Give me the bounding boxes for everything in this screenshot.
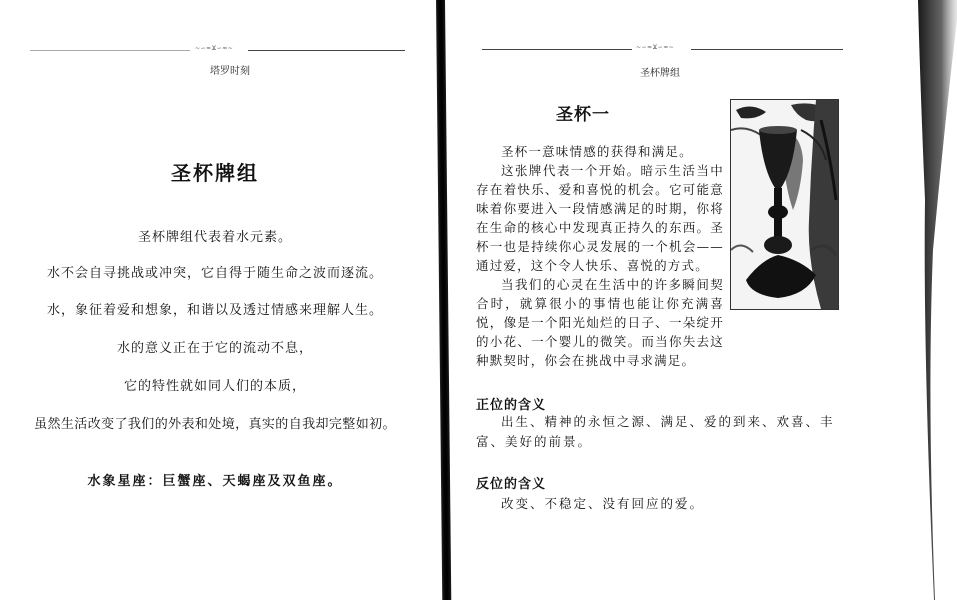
running-head: 塔罗时刻 [210,66,250,77]
paragraph: 这张牌代表一个开始。暗示生活当中存在着快乐、爱和喜悦的机会。它可能意味着你要进入一段情感满足的时期，你将在生命的核心中发现真正持久的东西。圣杯一也是持续你心灵发展的一个机会——通过爱，这个令人快乐、喜悦的方式。 [476,163,724,273]
header-rule-right [248,50,405,51]
text-line: 水不会自寻挑战或冲突，它自得于随生命之波而逐流。 [46,266,383,281]
text-line: 它的特性就如同人们的本质， [123,379,306,394]
header-rule-left [482,49,632,50]
upright-meaning-text [476,412,862,452]
left-page [0,0,430,600]
chalice-illustration-icon [731,100,838,309]
header-ornament: ~∽≈Ϫ∽≈~ [195,45,234,52]
reversed-meaning-text [476,494,862,514]
running-head: 圣杯牌组 [640,68,680,79]
header-ornament: ~∽≈Ϫ∽≈~ [636,44,675,51]
card-title: 圣杯一 [556,105,610,125]
reversed-meaning-heading: 反位的含义 [476,477,547,492]
paragraph: 当我们的心灵在生活中的许多瞬间契合时，就算很小的事情也能让你充满喜悦，像是一个阳光灿烂的日子、一朵绽开的小花、一个婴儿的微笑。而当你失去这种默契时，你会在挑战中寻求满足。 [476,277,724,368]
zodiac-signs: 水象星座：巨蟹座、天蝎座及双鱼座。 [87,474,343,489]
paragraph: 圣杯一意味情感的获得和满足。 [501,144,693,159]
upright-meaning-heading: 正位的含义 [476,398,547,413]
text-line: 水，象征着爱和想象，和谐以及透过情感来理解人生。 [46,303,383,318]
scan-edge-shadow [915,0,957,600]
chapter-title: 圣杯牌组 [171,161,259,185]
reversed-text: 改变、不稳定、没有回应的爱。 [501,496,705,511]
header-rule-right [691,49,843,50]
upright-text: 出生、精神的永恒之源、满足、爱的到来、欢喜、丰富、美好的前景。 [476,414,835,449]
card-illustration [730,99,839,310]
text-line: 虽然生活改变了我们的外表和处境，真实的自我却完整如初。 [34,417,396,432]
right-page [446,0,866,600]
text-line: 圣杯牌组代表着水元素。 [137,230,292,245]
header-rule-left [30,50,190,51]
card-description [476,142,724,370]
text-line: 水的意义正在于它的流动不息， [116,341,313,356]
